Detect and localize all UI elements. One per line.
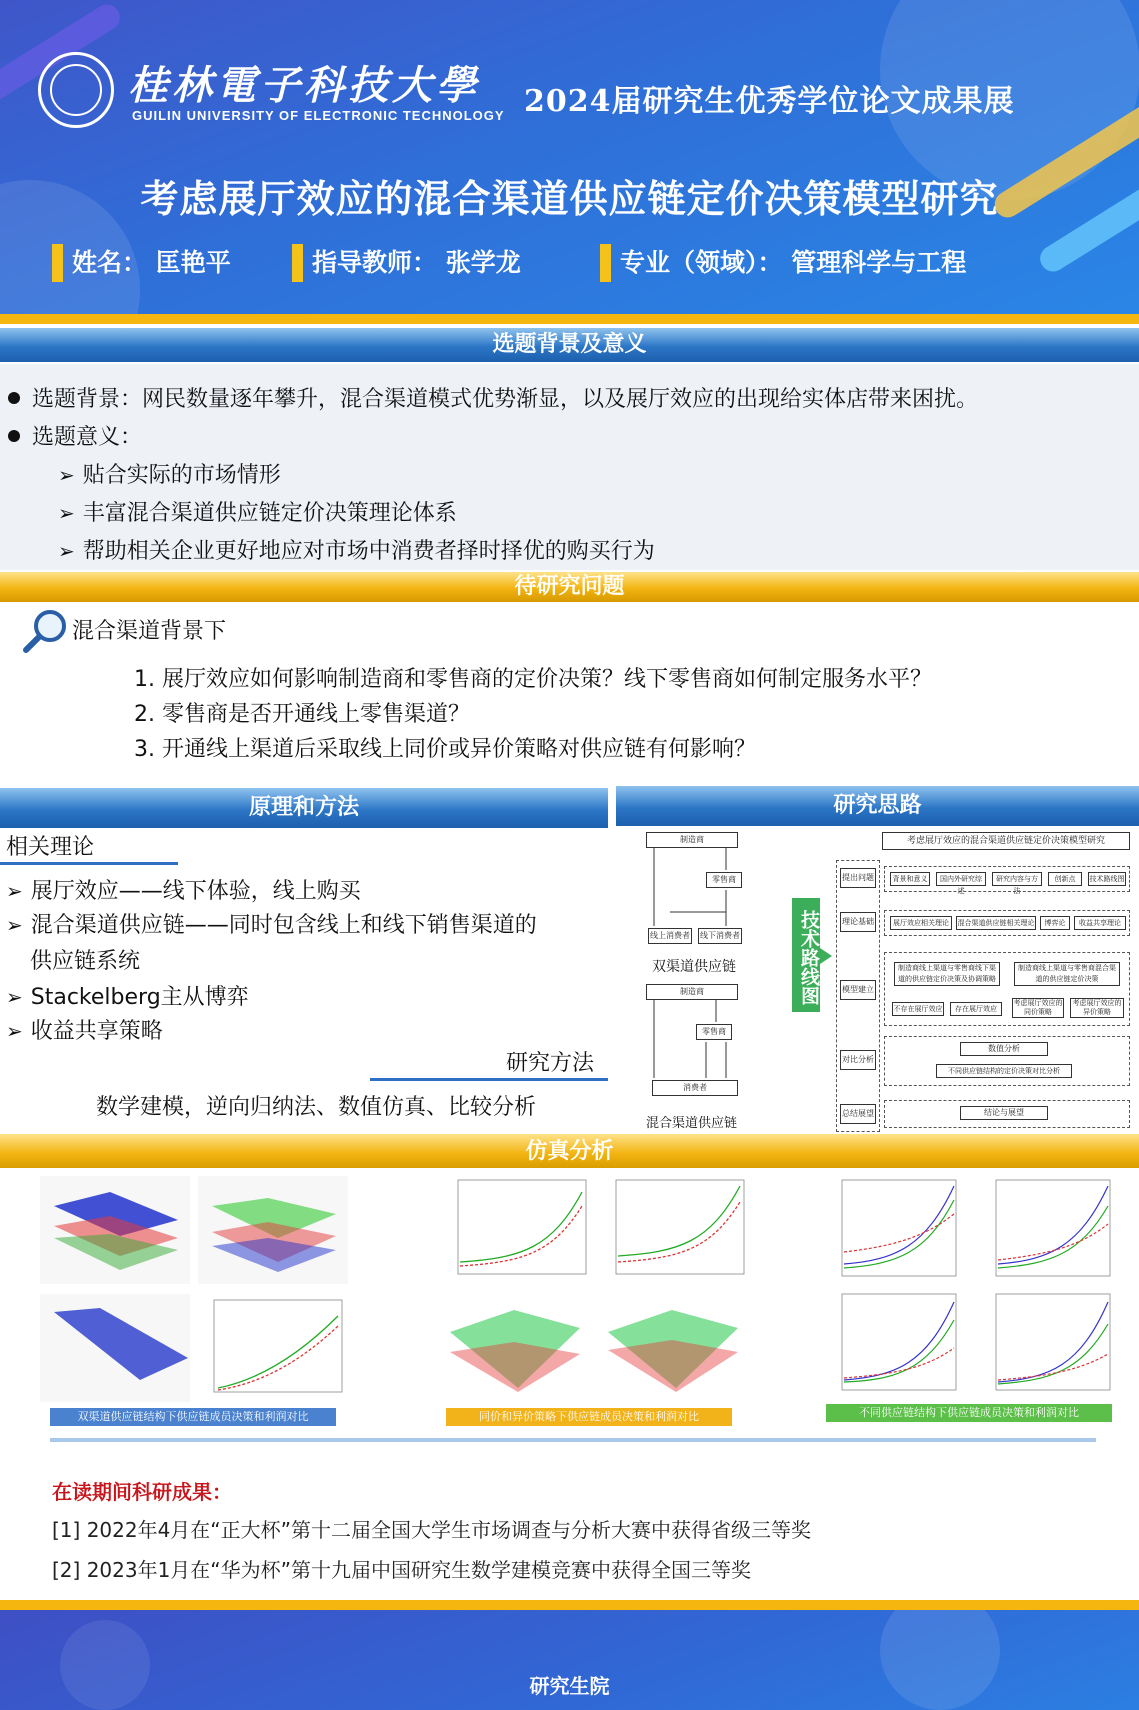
thesis-title: 考虑展厅效应的混合渠道供应链定价决策模型研究 bbox=[140, 177, 999, 221]
consumer-box: 消费者 bbox=[652, 1080, 738, 1096]
question-item: 2. 零售商是否开通线上零售渠道？ bbox=[134, 702, 470, 727]
theory-item: ➢ 展厅效应——线下体验，线上购买 bbox=[6, 879, 361, 904]
university-name-cn: 桂林電子科技大學 bbox=[128, 62, 480, 109]
flow-node: 数值分析 bbox=[960, 1042, 1048, 1056]
exhibition-title: 2024届研究生优秀学位论文成果展 bbox=[524, 84, 1015, 119]
dual-channel-label: 双渠道供应链 bbox=[652, 959, 736, 975]
manufacturer-box: 制造商 bbox=[646, 832, 738, 848]
manufacturer-box: 制造商 bbox=[646, 984, 738, 1000]
theory-item: ➢ 收益共享策略 bbox=[6, 1019, 163, 1044]
figure-caption: 不同供应链结构下供应链成员决策和利润对比 bbox=[826, 1404, 1112, 1422]
line-plot bbox=[198, 1294, 348, 1402]
list-item: ➢ 丰富混合渠道供应链定价决策理论体系 bbox=[58, 501, 457, 526]
achievement-item: [1] 2022年4月在“正大杯”第十二届全国大学生市场调查与分析大赛中获得省级三等奖 bbox=[52, 1518, 812, 1542]
flow-node: 国内外研究综述 bbox=[936, 872, 986, 886]
retailer-box: 零售商 bbox=[706, 872, 742, 888]
stage-box: 理论基础 bbox=[840, 912, 876, 932]
list-item: ➢ 帮助相关企业更好地应对市场中消费者择时择优的购买行为 bbox=[58, 539, 655, 564]
stage-column bbox=[836, 860, 880, 1132]
university-seal-logo bbox=[38, 52, 114, 128]
significance-line: 选题意义： bbox=[8, 420, 142, 451]
flow-node: 技术路线图 bbox=[1088, 872, 1126, 886]
magnifier-icon bbox=[22, 608, 70, 654]
flow-node: 背景和意义 bbox=[890, 872, 930, 886]
flow-node: 存在展厅效应 bbox=[950, 1002, 1002, 1016]
achievements-title: 在读期间科研成果： bbox=[52, 1480, 232, 1504]
footer-org: 研究生院 bbox=[529, 1674, 610, 1698]
major-field: 专业（领域）： 管理科学与工程 bbox=[600, 244, 966, 282]
stage-box: 对比分析 bbox=[840, 1050, 876, 1070]
line-plot bbox=[600, 1176, 748, 1282]
hybrid-channel-label: 混合渠道供应链 bbox=[646, 1116, 738, 1131]
line-plot bbox=[980, 1290, 1114, 1400]
stage-box: 总结展望 bbox=[840, 1104, 876, 1124]
section-simulation-heading: 仿真分析 bbox=[0, 1134, 1139, 1170]
retailer-box: 零售商 bbox=[696, 1024, 732, 1040]
question-item: 3. 开通线上渠道后采取线上同价或异价策略对供应链有何影响？ bbox=[134, 737, 756, 762]
flow-node: 制造商线上渠道与零售商线下渠道的供应链定价决策及协调策略 bbox=[894, 962, 1000, 986]
poster-footer bbox=[0, 1610, 1139, 1710]
divider bbox=[370, 1078, 608, 1081]
tech-roadmap-label: 技术路线图 bbox=[792, 898, 820, 1012]
flow-node: 考虑展厅效应的异价策略 bbox=[1070, 998, 1124, 1018]
flow-node: 制造商线上渠道与零售商混合渠道的供应链定价决策 bbox=[1014, 962, 1120, 986]
line-plot bbox=[980, 1176, 1114, 1286]
section-background bbox=[0, 364, 1139, 570]
figure-caption: 双渠道供应链结构下供应链成员决策和利润对比 bbox=[50, 1408, 336, 1426]
poster-header bbox=[0, 0, 1139, 314]
flow-node: 混合渠道供应链相关理论 bbox=[956, 916, 1036, 930]
surface-plot bbox=[40, 1176, 190, 1284]
surface-plot bbox=[40, 1294, 190, 1402]
background-line: 选题背景：网民数量逐年攀升，混合渠道模式优势渐显，以及展厅效应的出现给实体店带来困扰。 bbox=[8, 382, 978, 413]
flow-node: 不存在展厅效应 bbox=[892, 1002, 944, 1016]
theory-item: ➢ 混合渠道供应链——同时包含线上和线下销售渠道的 bbox=[6, 913, 537, 938]
online-consumer-box: 线上消费者 bbox=[648, 928, 692, 944]
divider bbox=[0, 1600, 1139, 1610]
flow-node: 结论与展望 bbox=[960, 1106, 1048, 1120]
flow-node: 创新点 bbox=[1048, 872, 1082, 886]
section-theory-heading: 原理和方法 bbox=[0, 788, 608, 828]
list-item: ➢ 贴合实际的市场情形 bbox=[58, 463, 281, 488]
theory-item: ➢ Stackelberg主从博弈 bbox=[6, 985, 249, 1010]
line-plot bbox=[442, 1176, 590, 1282]
flow-node: 研究内容与方法 bbox=[992, 872, 1042, 886]
questions-context: 混合渠道背景下 bbox=[72, 619, 227, 644]
surface-plot bbox=[598, 1292, 748, 1400]
university-name-en: GUILIN UNIVERSITY OF ELECTRONIC TECHNOLOGY bbox=[132, 108, 505, 123]
divider bbox=[0, 314, 1139, 324]
flow-node: 收益共享理论 bbox=[1074, 916, 1126, 930]
question-item: 1. 展厅效应如何影响制造商和零售商的定价决策？线下零售商如何制定服务水平？ bbox=[134, 667, 932, 692]
line-plot bbox=[826, 1176, 960, 1286]
stage-box: 提出问题 bbox=[840, 868, 876, 888]
offline-consumer-box: 线下消费者 bbox=[698, 928, 742, 944]
arrow-right-icon bbox=[820, 948, 832, 964]
advisor-name: 指导教师： 张学龙 bbox=[292, 244, 521, 282]
student-name: 姓名： 匡艳平 bbox=[52, 244, 231, 282]
theory-item-cont: 供应链系统 bbox=[30, 949, 141, 974]
flow-node: 博弈论 bbox=[1040, 916, 1070, 930]
line-plot bbox=[826, 1290, 960, 1400]
flow-node: 考虑展厅效应的同价策略 bbox=[1013, 999, 1063, 1016]
flow-node: 展厅效应相关理论 bbox=[890, 916, 952, 930]
section-background-heading: 选题背景及意义 bbox=[0, 328, 1139, 362]
surface-plot bbox=[440, 1292, 590, 1400]
flow-node: 不同供应链结构的定价决策对比分析 bbox=[936, 1064, 1072, 1078]
divider bbox=[0, 862, 178, 865]
achievement-item: [2] 2023年1月在“华为杯”第十九届中国研究生数学建模竞赛中获得全国三等奖 bbox=[52, 1558, 752, 1582]
section-questions-heading: 待研究问题 bbox=[0, 572, 1139, 602]
dual-channel-arrows bbox=[640, 846, 750, 932]
figure-caption: 同价和异价策略下供应链成员决策和利润对比 bbox=[446, 1408, 732, 1426]
method-heading: 研究方法 bbox=[506, 1051, 595, 1076]
stage-box: 模型建立 bbox=[840, 980, 876, 1000]
surface-plot bbox=[198, 1176, 348, 1284]
method-list: 数学建模，逆向归纳法、数值仿真、比较分析 bbox=[96, 1095, 537, 1120]
theory-subheading: 相关理论 bbox=[6, 835, 95, 860]
section-roadmap-heading: 研究思路 bbox=[616, 786, 1139, 826]
divider bbox=[50, 1438, 1096, 1442]
hybrid-channel-arrows bbox=[640, 998, 750, 1082]
flow-title-box: 考虑展厅效应的混合渠道供应链定价决策模型研究 bbox=[882, 832, 1130, 850]
